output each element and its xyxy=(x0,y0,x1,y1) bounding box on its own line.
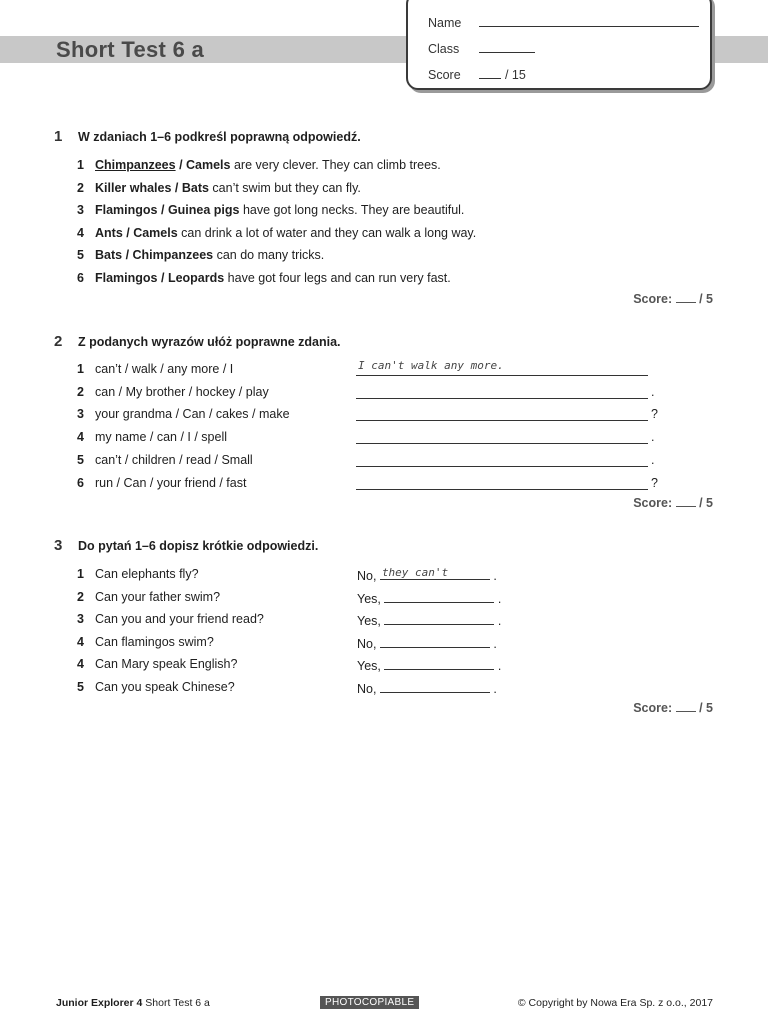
footer-book-info xyxy=(56,997,210,1009)
score-total: / 5 xyxy=(699,701,713,715)
option-separator: / xyxy=(122,225,134,240)
item-number: 2 xyxy=(77,180,84,195)
end-punctuation: . xyxy=(489,682,497,696)
list-item xyxy=(77,158,441,172)
footer-copyright: © Copyright by Nowa Era Sp. z o.o., 2017 xyxy=(517,997,713,1009)
score-label: Score: xyxy=(633,496,673,510)
section-number: 3 xyxy=(54,537,63,554)
list-item xyxy=(77,226,476,240)
answer-prefix: No, xyxy=(357,636,377,651)
short-answer xyxy=(357,657,501,673)
item-number: 4 xyxy=(77,225,84,240)
end-punctuation: . xyxy=(494,659,502,674)
option-b[interactable]: Camels xyxy=(186,158,231,172)
question-text: Can you and your friend read? xyxy=(95,612,264,627)
list-item xyxy=(77,635,214,649)
footer-book: Junior Explorer 4 xyxy=(56,997,143,1009)
end-punctuation: . xyxy=(489,636,497,651)
item-number: 6 xyxy=(77,271,84,285)
item-number: 5 xyxy=(77,248,84,263)
option-a[interactable]: Killer whales xyxy=(95,180,172,195)
answer-line[interactable] xyxy=(384,612,494,625)
item-number: 5 xyxy=(77,680,84,694)
item-number: 5 xyxy=(77,452,84,467)
option-b[interactable]: Bats xyxy=(181,180,209,195)
list-item xyxy=(77,430,227,444)
word-prompt: can / My brother / hockey / play xyxy=(95,384,269,399)
class-row xyxy=(428,40,535,56)
option-a[interactable]: Flamingos xyxy=(95,271,158,285)
word-prompt: your grandma / Can / cakes / make xyxy=(95,407,290,422)
answer-line[interactable] xyxy=(356,429,648,444)
answer-line[interactable] xyxy=(356,475,648,490)
score-total: / 5 xyxy=(699,292,713,306)
list-item xyxy=(77,203,464,217)
option-b[interactable]: Leopards xyxy=(167,271,225,285)
item-number: 4 xyxy=(77,430,84,445)
class-label: Class xyxy=(428,42,460,56)
sentence-rest: have got long necks. They are beautiful. xyxy=(239,203,465,218)
name-field[interactable] xyxy=(479,14,699,27)
score-total: / 15 xyxy=(504,68,526,82)
sentence-rest: are very clever. They can climb trees. xyxy=(230,158,441,172)
name-row xyxy=(428,14,699,30)
score-total: / 5 xyxy=(699,496,713,510)
score-blank[interactable] xyxy=(676,495,696,507)
end-punctuation: . xyxy=(651,384,655,399)
list-item xyxy=(77,476,246,490)
test-title: Short Test 6 a xyxy=(56,37,205,62)
list-item xyxy=(77,680,235,694)
score-blank[interactable] xyxy=(676,700,696,712)
answer-line[interactable] xyxy=(384,657,494,670)
item-number: 3 xyxy=(77,203,84,218)
score-row xyxy=(428,66,526,82)
end-punctuation: ? xyxy=(651,407,658,422)
answer-line[interactable] xyxy=(356,384,648,399)
item-number: 4 xyxy=(77,657,84,672)
section3-score xyxy=(633,700,713,715)
end-punctuation: . xyxy=(489,569,497,583)
end-punctuation: . xyxy=(651,430,655,445)
section-number: 1 xyxy=(54,128,63,145)
list-item xyxy=(77,271,451,285)
word-prompt: run / Can / your friend / fast xyxy=(95,475,247,490)
question-text: Can your father swim? xyxy=(95,589,221,604)
score-blank[interactable] xyxy=(676,291,696,303)
answer-prefix: Yes, xyxy=(357,591,381,606)
list-item xyxy=(77,657,237,671)
option-a[interactable]: Chimpanzees xyxy=(95,158,176,172)
score-label: Score: xyxy=(633,292,673,306)
item-number: 1 xyxy=(77,567,84,581)
list-item xyxy=(77,181,361,195)
section-instruction: W zdaniach 1–6 podkreśl poprawną odpowiedź. xyxy=(78,130,361,144)
student-info-box xyxy=(406,0,712,90)
item-number: 1 xyxy=(77,362,84,376)
answer-line[interactable] xyxy=(380,635,490,648)
question-text: Can elephants fly? xyxy=(95,567,199,581)
answer-line[interactable] xyxy=(380,567,490,580)
short-answer xyxy=(357,590,501,606)
answer-prefix: Yes, xyxy=(357,659,381,674)
answer-prefix: No, xyxy=(357,682,377,696)
section-number: 2 xyxy=(54,333,63,350)
word-prompt: my name / can / I / spell xyxy=(95,430,227,445)
answer-line[interactable] xyxy=(380,680,490,693)
end-punctuation: ? xyxy=(651,475,658,490)
photocopiable-badge: PHOTOCOPIABLE xyxy=(320,996,419,1009)
short-answer xyxy=(357,635,497,651)
answer-line[interactable] xyxy=(384,590,494,603)
written-answer: I can't walk any more. xyxy=(358,359,504,372)
short-answer xyxy=(357,680,497,696)
item-number: 2 xyxy=(77,589,84,604)
sentence-rest: have got four legs and can run very fast. xyxy=(224,271,451,285)
short-answer xyxy=(357,567,497,583)
item-number: 2 xyxy=(77,384,84,399)
answer-line[interactable] xyxy=(356,452,648,467)
option-separator: / xyxy=(157,203,168,218)
section1-score xyxy=(633,291,713,306)
list-item xyxy=(77,612,264,626)
footer-test: Short Test 6 a xyxy=(142,997,210,1009)
list-item xyxy=(77,248,324,262)
score-label: Score: xyxy=(633,701,673,715)
end-punctuation: . xyxy=(651,452,655,467)
name-label: Name xyxy=(428,16,462,30)
score-field[interactable] xyxy=(479,66,501,79)
option-separator: / xyxy=(171,180,182,195)
sentence-rest: can’t swim but they can fly. xyxy=(208,180,361,195)
option-a[interactable]: Flamingos xyxy=(95,203,158,218)
answer-line[interactable] xyxy=(356,406,648,421)
written-answer: they can't xyxy=(381,566,449,579)
end-punctuation: . xyxy=(494,591,502,606)
question-text: Can you speak Chinese? xyxy=(95,680,235,694)
question-text: Can Mary speak English? xyxy=(95,657,238,672)
sentence-rest: can drink a lot of water and they can walk a long way. xyxy=(177,225,477,240)
list-item xyxy=(77,453,253,467)
word-prompt: can’t / children / read / Small xyxy=(95,452,253,467)
list-item xyxy=(77,407,290,421)
section2-score xyxy=(633,495,713,510)
short-answer xyxy=(357,612,501,628)
option-separator: / xyxy=(175,158,187,172)
option-b[interactable]: Chimpanzees xyxy=(132,248,214,263)
question-text: Can flamingos swim? xyxy=(95,634,214,649)
list-item xyxy=(77,567,199,581)
option-a[interactable]: Ants xyxy=(95,225,123,240)
item-number: 3 xyxy=(77,612,84,627)
word-prompt: can’t / walk / any more / I xyxy=(95,362,234,376)
end-punctuation: . xyxy=(494,614,502,629)
answer-prefix: No, xyxy=(357,569,377,583)
list-item xyxy=(77,385,269,399)
item-number: 4 xyxy=(77,634,84,649)
option-separator: / xyxy=(157,271,168,285)
item-number: 1 xyxy=(77,158,84,172)
option-b[interactable]: Guinea pigs xyxy=(167,203,240,218)
item-number: 3 xyxy=(77,407,84,422)
class-field[interactable] xyxy=(479,40,535,53)
section-instruction: Z podanych wyrazów ułóż poprawne zdania. xyxy=(78,335,341,349)
option-b[interactable]: Camels xyxy=(133,225,178,240)
score-label: Score xyxy=(428,68,461,82)
option-separator: / xyxy=(122,248,133,263)
list-item xyxy=(77,362,233,376)
option-a[interactable]: Bats xyxy=(95,248,123,263)
list-item xyxy=(77,590,220,604)
answer-prefix: Yes, xyxy=(357,614,381,629)
item-number: 6 xyxy=(77,475,84,490)
section-instruction: Do pytań 1–6 dopisz krótkie odpowiedzi. xyxy=(78,539,319,553)
sentence-rest: can do many tricks. xyxy=(213,248,325,263)
